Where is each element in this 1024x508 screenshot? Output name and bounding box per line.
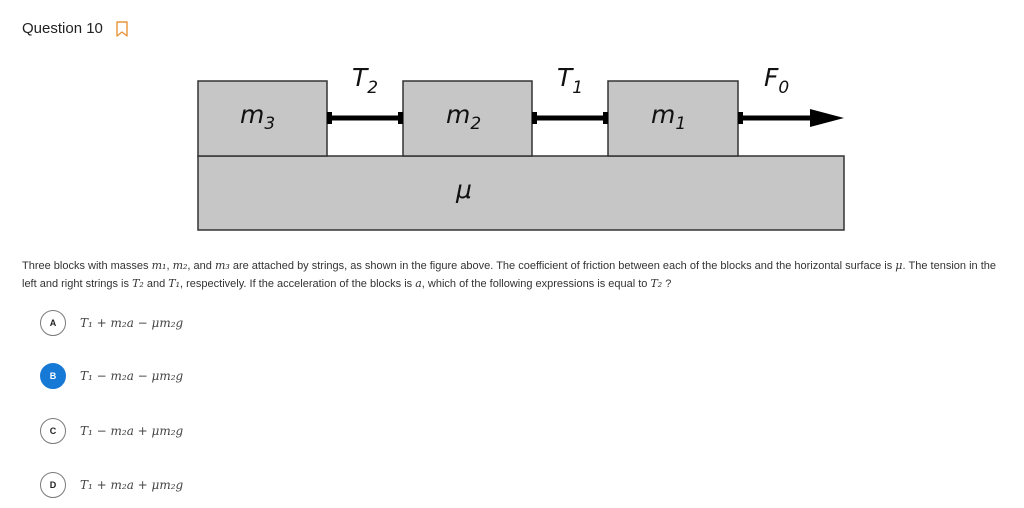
question-stem: Three blocks with masses m₁, m₂, and m₃ are attached by strings, as shown in the figure above. The coefficient of friction between each of the blocks and the horizontal surface is μ. The tension in the left and right strings is T₂ and T₁, respectively. If the acceleration of the blocks is a, which of the following expressions is equal to T₂ ? [22,259,996,290]
block-label-m3: $m_3$ [240,100,276,134]
choice-a[interactable] [40,310,183,336]
block-label-m1: $m_1$ [651,100,687,134]
choice-b[interactable] [40,363,183,389]
force-label-t1: $T_1$ [557,63,584,98]
friction-label: μ [456,175,472,204]
choice-c[interactable] [40,418,183,444]
choice-d-badge[interactable]: D [40,472,66,498]
force-label-t2: $T_2$ [352,63,379,98]
arrow-head-icon [810,109,844,127]
horizontal-surface [198,156,844,230]
choice-d-text: T₁ + m₂a + μm₂g [80,478,184,492]
choice-b-badge[interactable]: B [40,363,66,389]
question-title: Question 10 [22,20,103,37]
choice-b-text: T₁ − m₂a − μm₂g [80,369,184,383]
question-header [22,20,129,37]
choice-d[interactable] [40,472,183,498]
choice-a-text: T₁ + m₂a − μm₂g [80,316,184,330]
choice-c-badge[interactable]: C [40,418,66,444]
block-label-m2: $m_2$ [446,100,482,134]
force-label-f0: $F_0$ [764,63,790,98]
bookmark-icon[interactable] [115,21,129,37]
choice-a-badge[interactable]: A [40,310,66,336]
choice-c-text: T₁ − m₂a + μm₂g [80,424,184,438]
physics-figure [194,60,854,236]
